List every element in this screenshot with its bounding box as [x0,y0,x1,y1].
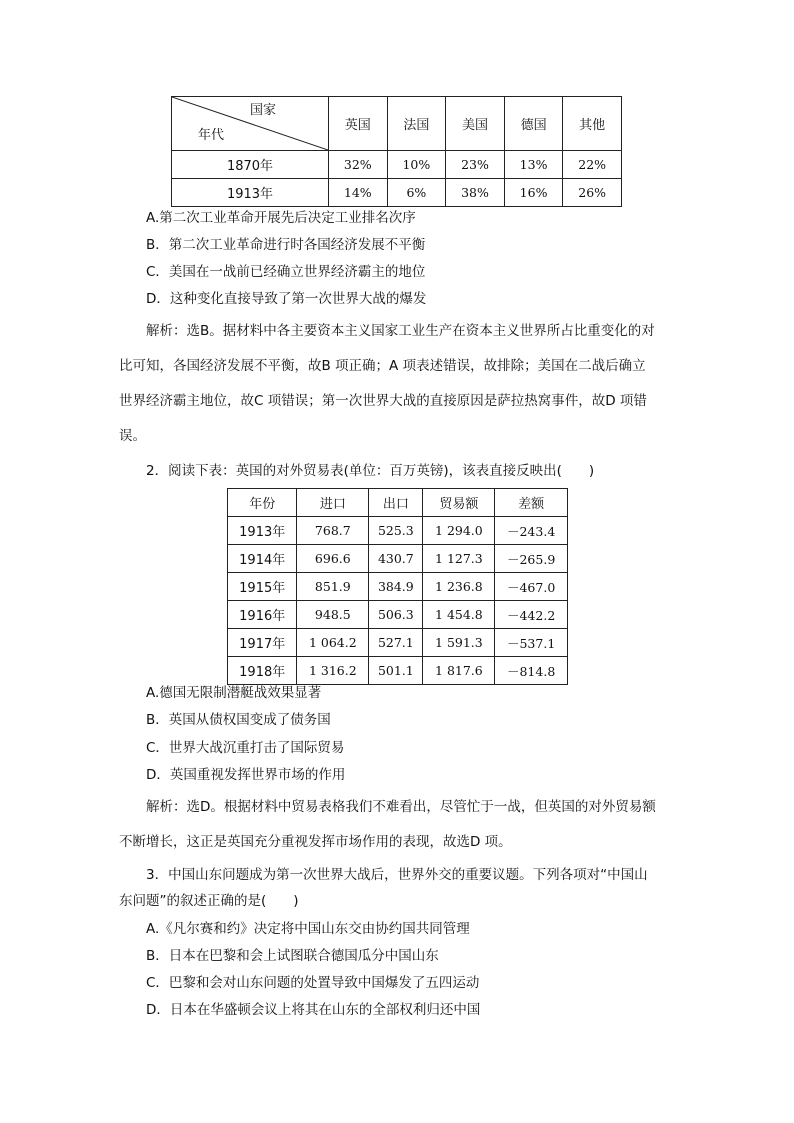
q1-analysis-line: 世界经济霸主地位，故C 项错误；第一次世界大战的直接原因是萨拉热窝事件，故D 项错 [119,393,647,409]
q2-option-b: B．英国从债权国变成了债务国 [146,712,331,728]
table-cell: 1 064.2 [297,629,369,657]
q1-analysis-line: 误。 [119,428,146,444]
table-cell: 1914年 [228,545,297,573]
column-header: 进口 [297,489,369,517]
table-cell: 1 817.6 [423,657,495,685]
table-cell: 384.9 [369,573,423,601]
table-row [228,573,568,601]
corner-label-country: 国家 [250,103,277,118]
table-cell: 1917年 [228,629,297,657]
table-row [172,179,622,207]
column-header: 出口 [369,489,423,517]
column-header: 英国 [329,97,388,151]
table-cell: 1916年 [228,601,297,629]
table-cell: 501.1 [369,657,423,685]
table-row [228,629,568,657]
table-cell: 32% [329,151,388,179]
q1-option-a: A.第二次工业革命开展先后决定工业排名次序 [146,210,416,226]
q1-option-b: B．第二次工业革命进行时各国经济发展不平衡 [146,237,426,253]
q1-option-c: C．美国在一战前已经确立世界经济霸主的地位 [146,264,426,280]
table-cell: 1 591.3 [423,629,495,657]
diagonal-header-cell [172,97,329,151]
column-header: 差额 [495,489,568,517]
table-cell: －537.1 [495,629,568,657]
column-header: 法国 [387,97,446,151]
table-row [228,545,568,573]
q3-option-a: A.《凡尔赛和约》决定将中国山东交由协约国共同管理 [146,921,470,937]
table-cell: 1915年 [228,573,297,601]
table-cell: 38% [446,179,505,207]
q1-analysis-line: 比可知，各国经济发展不平衡，故B 项正确；A 项表述错误，故排除；美国在二战后确立 [119,358,646,374]
table-row [228,657,568,685]
table-cell: 14% [329,179,388,207]
table-cell: 1918年 [228,657,297,685]
table-cell: 851.9 [297,573,369,601]
table-cell: 696.6 [297,545,369,573]
table-cell: 13% [504,151,563,179]
table-cell: －467.0 [495,573,568,601]
q3-stem-line: 3．中国山东问题成为第一次世界大战后，世界外交的重要议题。下列各项对“中国山 [146,867,648,883]
table-cell: －243.4 [495,517,568,545]
q2-option-c: C．世界大战沉重打击了国际贸易 [146,740,345,756]
table-cell: 1 236.8 [423,573,495,601]
column-header: 年份 [228,489,297,517]
table-cell: －442.2 [495,601,568,629]
table-cell: 527.1 [369,629,423,657]
table-cell: 23% [446,151,505,179]
row-year: 1870年 [172,151,329,179]
table-cell: 430.7 [369,545,423,573]
table-row [228,601,568,629]
q3-stem-line: 东问题”的叙述正确的是( ) [119,893,299,909]
q2-analysis-line: 解析：选D。根据材料中贸易表格我们不难看出，尽管忙于一战，但英国的对外贸易额 [146,799,656,815]
uk-trade-table [227,488,568,685]
table-cell: 6% [387,179,446,207]
column-header: 其他 [563,97,622,151]
column-header: 贸易额 [423,489,495,517]
table-cell: 26% [563,179,622,207]
column-header: 美国 [446,97,505,151]
q1-analysis-line: 解析：选B。据材料中各主要资本主义国家工业生产在资本主义世界所占比重变化的对 [146,323,655,339]
table-cell: －814.8 [495,657,568,685]
table-header-row [172,97,622,151]
q2-analysis-line: 不断增长，这正是英国充分重视发挥市场作用的表现，故选D 项。 [119,834,512,850]
q1-option-d: D．这种变化直接导致了第一次世界大战的爆发 [146,291,427,307]
table-cell: 948.5 [297,601,369,629]
table-cell: 768.7 [297,517,369,545]
table-cell: 10% [387,151,446,179]
table-cell: 1 294.0 [423,517,495,545]
industry-share-table [171,96,622,207]
column-header: 德国 [504,97,563,151]
table-cell: 22% [563,151,622,179]
table-cell: 16% [504,179,563,207]
table-header-row [228,489,568,517]
table-row [228,517,568,545]
table-cell: 1913年 [228,517,297,545]
q2-stem: 2．阅读下表：英国的对外贸易表(单位：百万英镑)，该表直接反映出( ) [146,463,595,479]
table-cell: 1 454.8 [423,601,495,629]
table-cell: 1 316.2 [297,657,369,685]
table-cell: 506.3 [369,601,423,629]
q3-option-c: C．巴黎和会对山东问题的处置导致中国爆发了五四运动 [146,975,480,991]
q3-option-b: B．日本在巴黎和会上试图联合德国瓜分中国山东 [146,948,439,964]
table-row [172,151,622,179]
q2-option-a: A.德国无限制潜艇战效果显著 [146,685,322,701]
q3-option-d: D．日本在华盛顿会议上将其在山东的全部权利归还中国 [146,1002,481,1018]
corner-label-era: 年代 [198,128,225,143]
table-cell: 525.3 [369,517,423,545]
row-year: 1913年 [172,179,329,207]
table-cell: －265.9 [495,545,568,573]
q2-option-d: D．英国重视发挥世界市场的作用 [146,767,346,783]
table-cell: 1 127.3 [423,545,495,573]
